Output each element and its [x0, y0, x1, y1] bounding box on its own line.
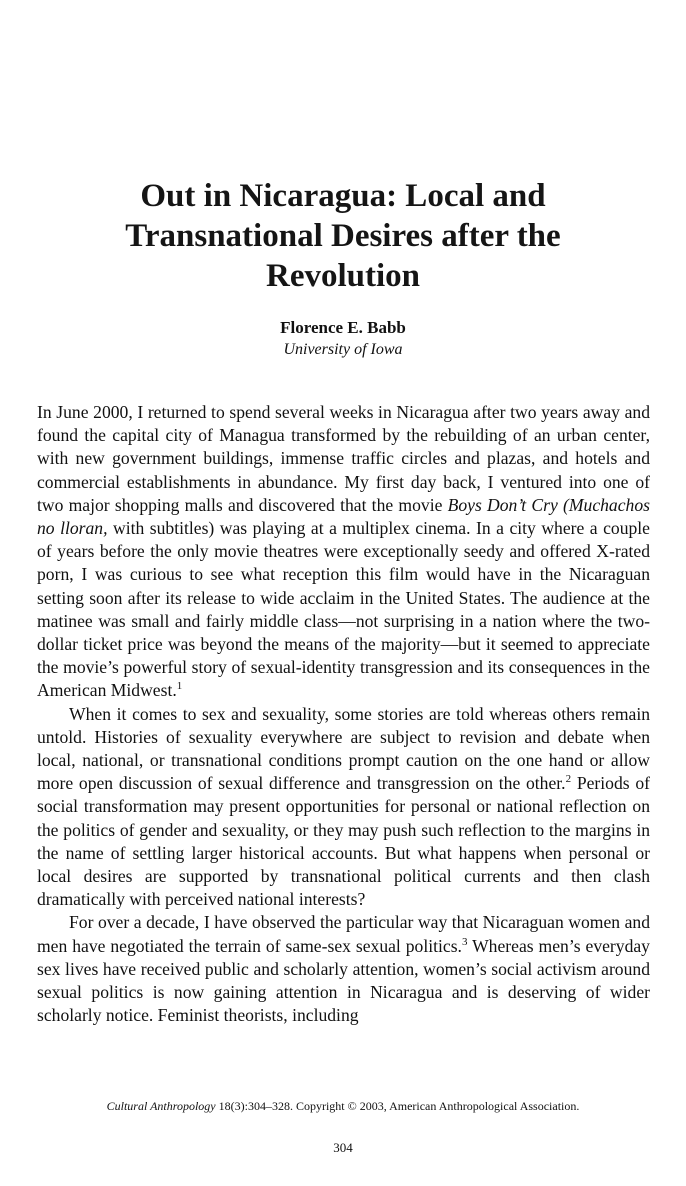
citation-details: 18(3):304–328. Copyright © 2003, American Anthropological Association. [215, 1099, 580, 1113]
film-title: Boys Don’t Cry (Muchachos no lloran, [37, 494, 650, 539]
author-name: Florence E. Babb [280, 318, 406, 337]
paragraph-text: In June 2000, I returned to spend several weeks in Nicaragua after two years away and found the capital city of Managua transformed by the rebuilding of an urban center, with new government buildings, immense traffic circles and plazas, and hotels and commercial establishments in abundance. My first day back, I ventured into one of two major shopping malls and discovered that the movie [37, 402, 650, 515]
body-paragraph [37, 911, 650, 1027]
footer-citation [0, 1098, 686, 1114]
body-paragraph [37, 703, 650, 912]
title-line: Revolution [265, 258, 420, 294]
footnote-marker[interactable]: 1 [176, 680, 183, 693]
journal-name: Cultural Anthropology [106, 1099, 216, 1113]
page-number: 304 [333, 1140, 353, 1155]
title-line: Out in Nicaragua: Local and [140, 178, 546, 214]
paragraph-text: For over a decade, I have observed the particular way that Nicaraguan women and men have negotiated the terrain of same-sex sexual politics. [37, 912, 650, 956]
paragraph-text: When it comes to sex and sexuality, some stories are told whereas others remain untold. Histories of sexuality everywhere are subject to revision and debate when local, national, or transnational conditions prompt caution on the one hand or allow more open discussion of sexual difference and transgression on the other. [37, 703, 650, 794]
footnote-marker[interactable]: 2 [565, 773, 572, 786]
author-affiliation: University of Iowa [283, 341, 403, 358]
paragraph-text: Whereas men’s everyday sex lives have received public and scholarly attention, women’s social activism around sexual politics is now gaining attention in Nicaragua and is deserving of wider scholarly notice. Feminist theorists, including [37, 935, 650, 1026]
body-paragraph [37, 401, 650, 703]
article-body [37, 401, 650, 1027]
title-line: Transnational Desires after the [125, 218, 561, 254]
footnote-marker[interactable]: 3 [461, 935, 468, 948]
article-title [60, 176, 626, 296]
paragraph-text: Periods of social transformation may present opportunities for personal or national reflection on the politics of gender and sexuality, or they may push such reflection to the margins in the name of settling larger historical accounts. But what happens when personal or local desires are supported by transnational political currents and then clash dramatically with perceived national interests? [37, 773, 650, 910]
paragraph-text: with subtitles) was playing at a multiplex cinema. In a city where a couple of years before the only movie theatres were exceptionally seedy and offered X-rated porn, I was curious to see what reception this film would have in the Nicaraguan setting soon after its release to wide acclaim in the United States. The audience at the matinee was small and fairly middle class—not surprising in a nation where the two-dollar ticket price was beyond the means of the majority—but it seemed to appreciate the movie’s powerful story of sexual-identity transgression and its consequences in the American Midwest. [37, 518, 650, 701]
